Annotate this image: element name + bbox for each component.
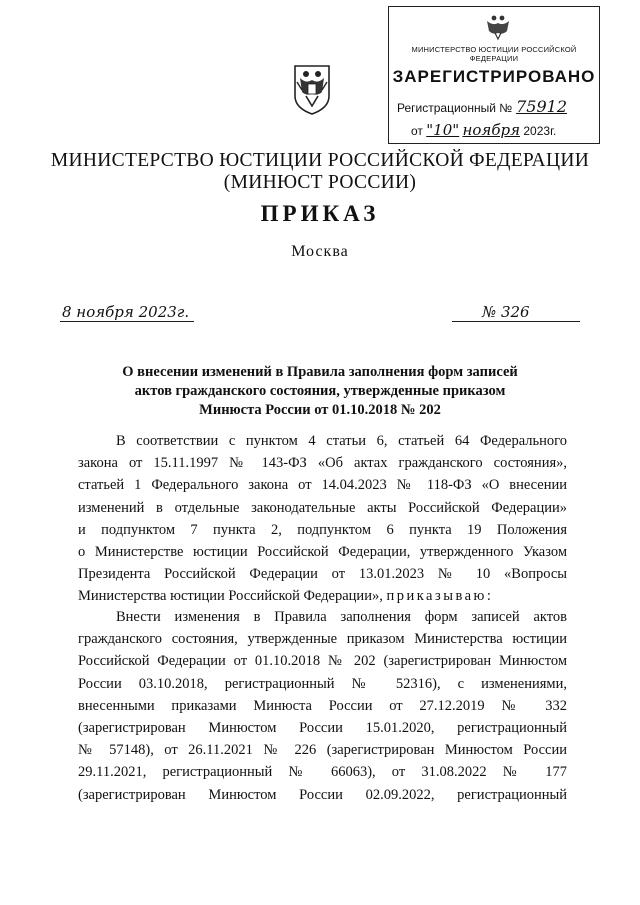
order-date: 8 ноября 2023г.	[60, 303, 194, 322]
order-directive: приказываю:	[386, 588, 494, 605]
ministry-header	[0, 150, 640, 194]
stamp-registered-label: ЗАРЕГИСТРИРОВАНО	[392, 67, 596, 86]
title-line: актов гражданского состояния, утвержденные приказом	[134, 383, 506, 399]
body-line: России 03.10.2018, регистрационный № 52316), с изменениями,	[78, 675, 567, 692]
body-line: (зарегистрирован Минюстом России 02.09.2022, регистрационный	[78, 786, 567, 803]
stamp-reg-label: Регистрационный №	[397, 101, 513, 115]
body-line: Президента Российской Федерации от 13.01.2023 № 10 «Вопросы	[78, 566, 567, 583]
order-heading: ПРИКАЗ	[260, 201, 380, 226]
body-line: 29.11.2021, регистрационный № 66063), от 31.08.2022 № 177	[78, 764, 567, 781]
stamp-date-prefix: от	[411, 124, 423, 138]
order-number: № 326	[452, 303, 580, 322]
body-line: (зарегистрирован Минюстом России 15.01.2020, регистрационный	[78, 720, 567, 737]
body-line	[78, 585, 567, 607]
stamp-date-day: "10"	[426, 121, 460, 139]
stamp-date-month: ноября	[462, 121, 521, 139]
body-line: Российской Федерации от 01.10.2018 № 202 (зарегистрирован Минюстом	[78, 653, 567, 670]
body-line: изменений в отдельные законодательные акты Российской Федерации»	[78, 499, 567, 516]
ministry-name: МИНИСТЕРСТВО ЮСТИЦИИ РОССИЙСКОЙ ФЕДЕРАЦИИ	[50, 150, 590, 171]
body-line: и подпунктом 7 пункта 2, подпунктом 6 пункта 19 Положения	[78, 521, 567, 538]
title-line: Минюста России от 01.10.2018 № 202	[199, 402, 441, 418]
stamp-registration-line	[397, 97, 597, 116]
body-line: закона от 15.11.1997 № 143-ФЗ «Об актах гражданского состояния»,	[78, 455, 567, 472]
stamp-eagle-icon	[483, 11, 513, 41]
body-line: В соответствии с пунктом 4 статьи 6, статьей 64 Федерального	[116, 433, 567, 449]
body-line: № 57148), от 26.11.2021 № 226 (зарегистрирован Минюстом России	[78, 742, 567, 759]
document-title	[100, 363, 540, 420]
body-paragraph-2	[78, 606, 567, 806]
body-paragraph-1	[78, 430, 567, 608]
body-line: внесенными приказами Минюста России от 27.12.2019 № 332	[78, 697, 567, 714]
body-line: о Министерстве юстиции Российской Федерации, утвержденного Указом	[78, 544, 567, 561]
title-line: О внесении изменений в Правила заполнения форм записей	[122, 364, 518, 380]
stamp-reg-number: 75912	[516, 97, 568, 116]
stamp-date-year: 2023г.	[523, 124, 557, 138]
city-name: Москва	[291, 243, 349, 260]
stamp-date-line	[411, 121, 597, 139]
stamp-ministry-text: МИНИСТЕРСТВО ЮСТИЦИИ РОССИЙСКОЙ ФЕДЕРАЦИИ	[411, 45, 577, 63]
coat-of-arms-emblem	[292, 62, 332, 116]
registration-stamp	[388, 6, 600, 144]
ministry-short-name: (МИНЮСТ РОССИИ)	[223, 172, 417, 193]
body-line-text: Министерства юстиции Российской Федерации»,	[78, 588, 383, 605]
body-line: статьей 1 Федерального закона от 14.04.2023 № 118-ФЗ «О внесении	[78, 477, 567, 494]
body-line: гражданского состояния, утвержденные приказом Министерства юстиции	[78, 631, 567, 648]
body-line: Внести изменения в Правила заполнения форм записей актов	[116, 609, 567, 625]
